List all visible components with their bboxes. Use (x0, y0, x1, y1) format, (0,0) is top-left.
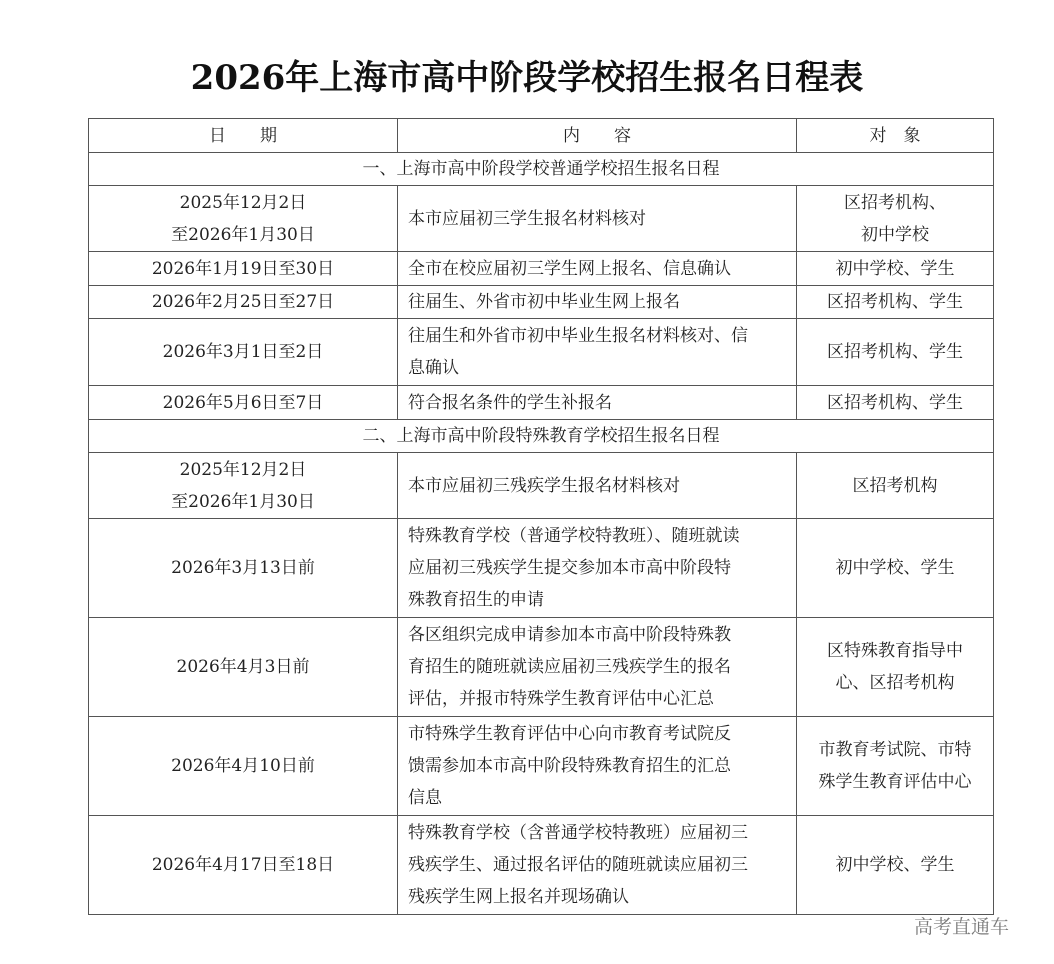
target-line: 殊学生教育评估中心 (818, 772, 972, 792)
target-cell: 初中学校、学生 (797, 519, 994, 618)
date-cell: 2026年4月10日前 (89, 717, 398, 816)
content-line: 残疾学生、通过报名评估的随班就读应届初三 (408, 855, 748, 875)
target-cell (797, 717, 994, 816)
target-line: 市教育考试院、市特 (818, 740, 972, 760)
table-row (89, 186, 994, 252)
date-line: 2025年12月2日 (179, 192, 307, 213)
target-cell: 区招考机构 (797, 453, 994, 519)
content-line: 殊教育招生的申请 (408, 590, 544, 610)
watermark-text: 高考直通车 (914, 916, 1010, 938)
table-row (89, 286, 994, 319)
date-cell: 2026年4月17日至18日 (89, 816, 398, 915)
page-title: 2026年上海市高中阶段学校招生报名日程表 (190, 58, 864, 98)
content-line: 残疾学生网上报名并现场确认 (408, 887, 629, 907)
table-row (89, 816, 994, 915)
target-line: 初中学校 (861, 224, 929, 245)
content-cell: 本市应届初三残疾学生报名材料核对 (398, 453, 797, 519)
content-cell: 往届生、外省市初中毕业生网上报名 (398, 286, 797, 319)
content-line: 本市应届初三学生报名材料核对 (408, 208, 646, 229)
content-line: 各区组织完成申请参加本市高中阶段特殊教 (408, 625, 731, 645)
content-line: 信息 (408, 788, 442, 808)
table-row (89, 386, 994, 420)
date-cell: 2026年3月1日至2日 (89, 319, 398, 386)
content-line: 特殊教育学校（含普通学校特教班）应届初三 (408, 823, 748, 843)
content-line: 应届初三残疾学生提交参加本市高中阶段特 (408, 558, 731, 578)
content-line: 特殊教育学校（普通学校特教班）、随班就读 (408, 526, 740, 546)
table-row (89, 252, 994, 286)
content-cell (398, 816, 797, 915)
content-line: 育招生的随班就读应届初三残疾学生的报名 (408, 657, 731, 677)
target-line: 区特殊教育指导中 (827, 641, 963, 661)
target-line: 心、区招考机构 (835, 673, 955, 693)
table-row (89, 519, 994, 618)
section-row (89, 153, 994, 186)
section-row (89, 420, 994, 453)
date-cell (89, 186, 398, 252)
table-row (89, 717, 994, 816)
content-line: 往届生和外省市初中毕业生报名材料核对、信 (408, 326, 748, 346)
date-line: 至2026年1月30日 (171, 224, 315, 245)
content-line: 息确认 (408, 358, 459, 378)
target-cell (797, 186, 994, 252)
content-cell (398, 618, 797, 717)
content-line: 评估，并报市特殊学生教育评估中心汇总 (408, 689, 714, 709)
date-cell: 2026年1月19日至30日 (89, 252, 398, 286)
content-line: 馈需参加本市高中阶段特殊教育招生的汇总 (408, 756, 731, 776)
date-line: 至2026年1月30日 (171, 491, 315, 512)
date-cell: 2026年5月6日至7日 (89, 386, 398, 420)
header-target: 对 象 (797, 119, 994, 153)
target-line: 区招考机构、 (844, 192, 946, 213)
content-cell (398, 717, 797, 816)
section-title: 一、上海市高中阶段学校普通学校招生报名日程 (89, 153, 994, 186)
table-header-row (89, 119, 994, 153)
target-cell: 区招考机构、学生 (797, 319, 994, 386)
table-row (89, 319, 994, 386)
content-cell (398, 319, 797, 386)
content-cell (398, 519, 797, 618)
date-cell (89, 453, 398, 519)
schedule-table (88, 118, 994, 915)
section-title: 二、上海市高中阶段特殊教育学校招生报名日程 (89, 420, 994, 453)
header-content: 内 容 (398, 119, 797, 153)
content-cell (398, 186, 797, 252)
target-cell (797, 618, 994, 717)
table-row (89, 453, 994, 519)
date-cell: 2026年3月13日前 (89, 519, 398, 618)
target-cell: 初中学校、学生 (797, 816, 994, 915)
date-cell: 2026年4月3日前 (89, 618, 398, 717)
date-cell: 2026年2月25日至27日 (89, 286, 398, 319)
content-line: 市特殊学生教育评估中心向市教育考试院反 (408, 724, 731, 744)
target-cell: 初中学校、学生 (797, 252, 994, 286)
content-cell: 全市在校应届初三学生网上报名、信息确认 (398, 252, 797, 286)
header-date: 日 期 (89, 119, 398, 153)
table-row (89, 618, 994, 717)
date-line: 2025年12月2日 (179, 459, 307, 480)
content-cell: 符合报名条件的学生补报名 (398, 386, 797, 420)
target-cell: 区招考机构、学生 (797, 386, 994, 420)
target-cell: 区招考机构、学生 (797, 286, 994, 319)
